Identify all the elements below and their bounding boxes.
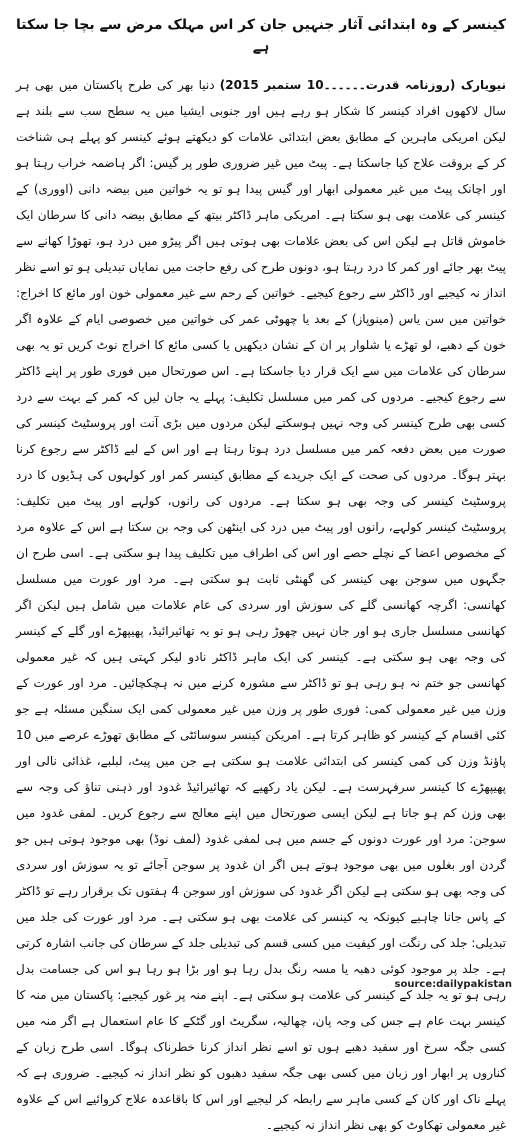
source-credit: source:dailypakistan [394, 979, 512, 990]
article-paragraph-text: دنیا بھر کی طرح پاکستان میں بھی ہر سال لاکھوں افراد کینسر کا شکار ہو رہے ہیں اور جنوبی ایشیا میں یہ سطح سب سے بلند ہے لیکن امریکی ماہرین کے مطابق بعض ابتدائی علامات کو دیکھتے ہوئے کینسر کو پہلے ہی شناخت کر کے بروقت علاج کیا جاسکتا ہے۔ پیٹ میں غیر ضروری طور پر گیس: اگر ہاضمہ خراب رہتا ہو اور اچانک پیٹ میں غیر معمولی ابھار اور گیس پیدا ہو تو یہ خواتین میں بیضہ دانی (اووری) کے کینسر کی علامت بھی ہو سکتا ہے۔ امریکی ماہر ڈاکٹر بیتھ کے مطابق بیضہ دانی کا سرطان ایک خاموش قاتل ہے لیکن اس کی بعض علامات بھی ہوتی ہیں اگر پیڑو میں درد ہو، تھوڑا کھانے سے پیٹ بھر جائے اور کمر کا درد رہتا ہو، دونوں طرح کی رفع حاجت میں نمایاں تبدیلی ہو تو اسے نظر انداز نہ کیجیے اور ڈاکٹر سے رجوع کیجیے۔ خواتین کے رحم سے غیر معمولی خون اور مائع کا اخراج: خواتین میں سن یاس (مینوپاز) کے بعد یا چھوٹی عمر کی خواتین میں خصوصی ایام کے علاوہ اگر خون کے دھبے، لو تھڑے یا شلوار پر ان کے نشان دیکھیں یا کسی مائع کا اخراج نوٹ کریں تو یہ بھی سرطان کی علامات میں سے ایک قرار دیا جاسکتا ہے۔ اس صورتحال میں فوری طور پر اپنے ڈاکٹر سے رجوع کیجیے۔ مردوں کی کمر میں مسلسل تکلیف: پہلے یہ جان لیں کہ کمر کے بہت سے درد کسی بھی طرح کینسر کی وجہ نہیں ہوسکتے لیکن مردوں میں بڑی آنت اور پروسٹیٹ کینسر کی صورت میں بعض دفعہ کمر میں مسلسل درد ہوتا رہتا ہے اور اس کے لیے ڈاکٹر سے رجوع کرنا بہتر ہوگا۔ مردوں کی صحت کے ایک جریدے کے مطابق کینسر کمر اور کولہوں کی ہڈیوں کا درد پروسٹیٹ کینسر کی وجہ بھی ہو سکتا ہے۔ مردوں کی رانوں، کولہے اور پیٹ میں تکلیف: پروسٹیٹ کینسر کولہے، رانوں اور پیٹ میں درد کی اینٹھن کی وجہ بن سکتا ہے اس کے علاوہ مرد کے مخصوص اعضا کے نچلے حصے اور اس کی اطراف میں تکلیف پیدا ہو سکتی ہے۔ اسی طرح ان جگہوں میں سوجن بھی کینسر کی گھنٹی ثابت ہو سکتی ہے۔ مرد اور عورت میں مسلسل کھانسی: اگرچہ کھانسی گلے کی سوزش اور سردی کی عام علامات میں شامل ہیں لیکن اگر کھانسی مسلسل جاری ہو اور جان نہیں چھوڑ رہی ہو تو یہ تھائیرائیڈ، پھیپھڑے اور گلے کے کینسر کی وجہ بھی ہو سکتی ہے۔ کینسر کی ایک ماہر ڈاکٹر نادو لیکر کہتی ہیں کہ غیر معمولی کھانسی جو ختم نہ ہو رہی ہو تو ڈاکٹر سے مشورہ کرنے میں نہ ہچکچائیں۔ مرد اور عورت کے وزن میں غیر معمولی کمی: فوری طور پر وزن میں غیر معمولی کمی ایک سنگین مسئلہ ہے جو کئی اقسام کے کینسر کو ظاہر کرتا ہے۔ امریکن کینسر سوسائٹی کے مطابق تھوڑے عرصے میں 10 پاؤنڈ وزن کی کمی کینسر کی ابتدائی علامت ہو سکتی ہے جن میں پیٹ، لبلبے، غذائی نالی اور پھیپھڑے کا کینسر سرفہرست ہے۔ لیکن یاد رکھیے کہ تھائیرائیڈ غدود اور ذہنی تناؤ کی وجہ سے بھی وزن کم ہو جاتا ہے لیکن ایسی صورتحال میں اپنے معالج سے رجوع کریں۔ لمفی غدود میں سوجن: مرد اور عورت دونوں کے جسم میں ہی لمفی غدود (لمف نوڈ) بھی موجود ہوتی ہیں جو گردن اور بغلوں میں بھی موجود ہوتے ہیں اگر ان غدود پر سوجن آجائے تو یہ سوزش اور سردی کی وجہ بھی ہو سکتی ہے لیکن اگر غدود کی سوزش اور سوجن 4 ہفتوں تک برقرار رہے تو ڈاکٹر کے پاس جانا چاہیے کیونکہ یہ کینسر کی علامت بھی ہو سکتی ہے۔ مرد اور عورت کی جلد میں تبدیلی: جلد کی رنگت اور کیفیت میں کسی قسم کی تبدیلی جلد کے سرطان کی جانب اشارہ کرتی ہے۔ جلد پر موجود کوئی دھبہ یا مسہ رنگ بدل رہا ہو اور بڑا ہو رہا ہو اس کی جسامت بدل رہی ہو تو یہ جلد کے کینسر کی علامت ہو سکتی ہے۔ اپنے منہ پر غور کیجیے: پاکستان میں منہ کا کینسر بہت عام ہے جس کی وجہ پان، چھالیہ، سگریٹ اور گٹکے کا عام استعمال ہے اگر منہ میں کسی جگہ سرخ اور سفید دھبے ہوں تو اسے نظر انداز کرنا خطرناک ہوگا۔ اسی طرح زبان کے کناروں پر ابھار اور زبان میں کسی بھی جگہ سفید دھبوں کو نظر انداز نہ کیجیے۔ ضروری ہے کہ پہلے ناک اور کان کے کسی ماہر سے رابطہ کر لیجیے اور اس کا باقاعدہ علاج کروائیے اس کے علاوہ غیر معمولی تھکاوٹ کو بھی نظر انداز نہ کیجیے۔ [16, 78, 506, 1132]
article-dateline: نیویارک (روزنامہ قدرت۔۔۔۔۔۔10 ستمبر 2015) [219, 78, 506, 92]
article-headline: کینسر کے وہ ابتدائی آثار جنہیں جان کر اس مہلک مرض سے بچا جا سکتا ہے [16, 17, 506, 55]
